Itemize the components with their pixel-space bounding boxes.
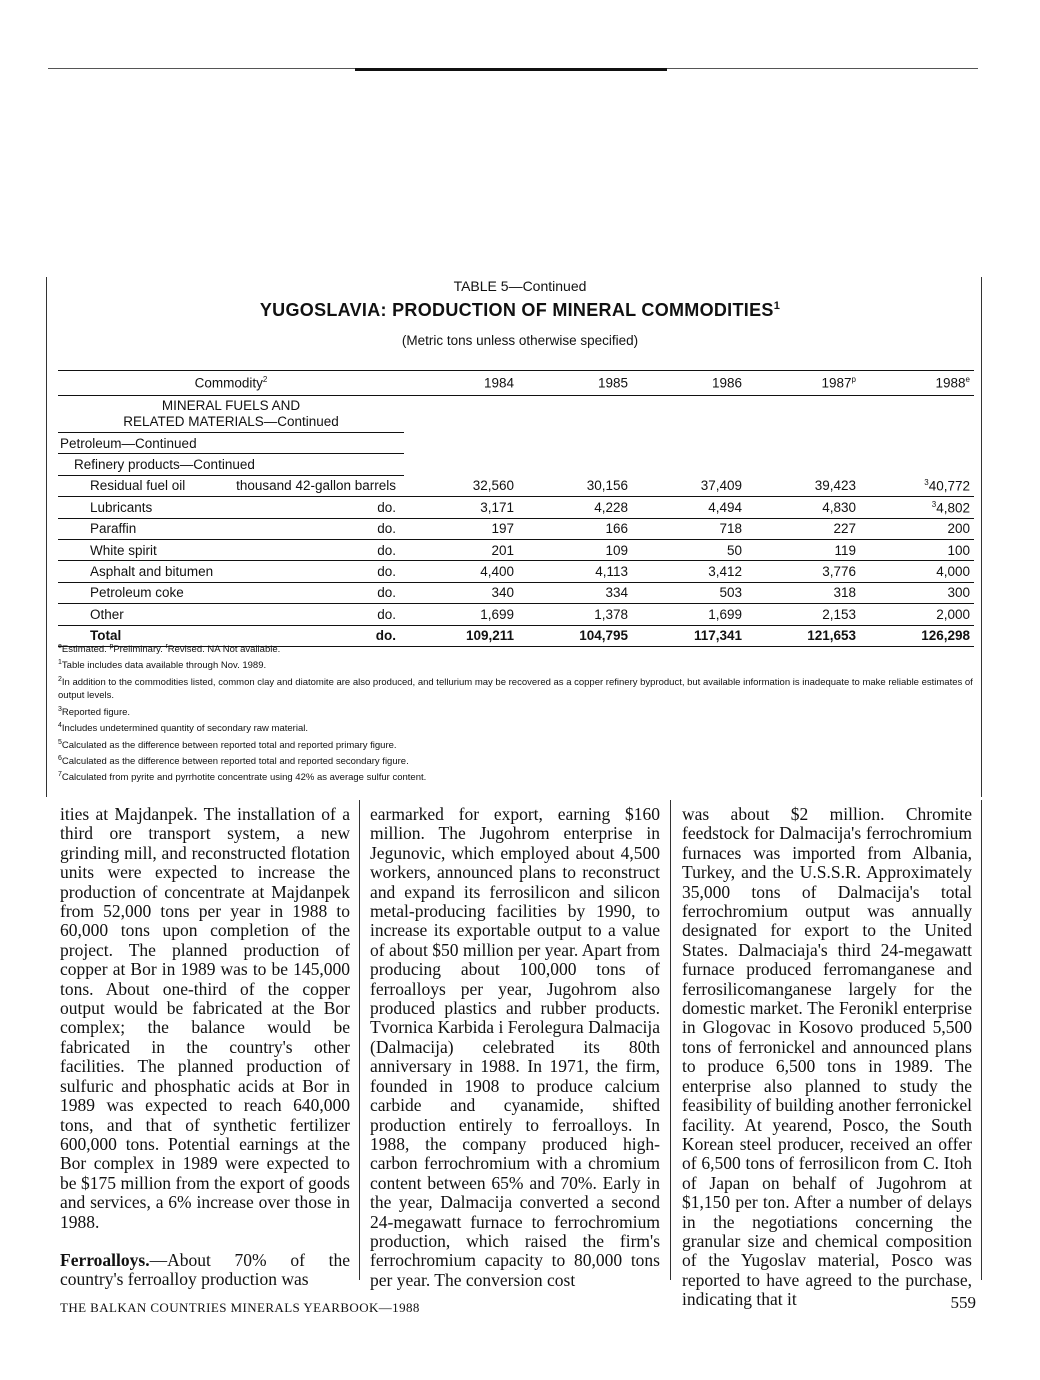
commodity-name: Total	[90, 628, 122, 644]
table-row	[58, 604, 974, 625]
value-cell: 104,795	[518, 625, 632, 646]
header-commodity: Commodity$^2$	[58, 371, 404, 396]
body-column-1	[60, 805, 350, 1290]
value-cell: 227	[746, 518, 860, 539]
value-cell: 37,409	[632, 475, 746, 496]
commodity-cell	[58, 497, 404, 518]
footnote: $^7$Calculated from pyrite and pyrrhotite concentrate using 42% as average sulfur content.	[58, 771, 427, 784]
table-subtitle: (Metric tons unless otherwise specified)	[401, 333, 639, 348]
table-header-row	[58, 371, 974, 396]
unit-label: do.	[377, 585, 396, 601]
commodity-name: Paraffin	[90, 521, 137, 537]
commodity-cell	[58, 561, 404, 582]
value-cell: 39,423	[746, 475, 860, 496]
section-heading: MINERAL FUELS AND RELATED MATERIALS—Continued	[58, 396, 404, 433]
unit-label: do.	[377, 606, 396, 622]
body-paragraph: ities at Majdanpek. The installation of a third ore transport system, a new grinding mill, and reconstructed flotation units were expected to increase the production of concentrate at Majdanpek from 52,000 tons per year in 1988 to 60,000 tons upon completion of the project. The planned production of copper at Bor in 1989 was to be 145,000 tons. About one-third of the copper output would be fabricated at the Bor complex; the balance would be fabricated in the country's other facilities. The planned production of sulfuric and phosphatic acids at Bor in 1989 was expected to reach 640,000 tons, and that of synthetic fertilizer 600,000 tons. Potential earnings at the Bor complex in 1989 were expected to be $175 million from the export of goods and services, a 6% increase over those in 1988.	[60, 804, 350, 1232]
commodity-cell	[58, 518, 404, 539]
unit-label: do.	[377, 499, 396, 515]
value-cell: 50	[632, 539, 746, 560]
body-column-3	[682, 805, 972, 1310]
footnote: $^2$In addition to the commodities listed, common clay and diatomite are also produced, and tellurium may be recovered as a copper refinery byproduct, but available information is inadequate to make reliable estimates of output levels.	[58, 675, 973, 702]
unit-label: thousand 42-gallon barrels	[236, 478, 396, 494]
value-cell: 126,298	[860, 625, 974, 646]
value-cell: 121,653	[746, 625, 860, 646]
value-cell: 340	[404, 582, 518, 603]
value-cell: 119	[746, 539, 860, 560]
subsubsection-heading: Refinery products—Continued	[58, 454, 404, 475]
table-row	[58, 539, 974, 560]
unit-label: do.	[377, 542, 396, 558]
commodity-cell	[58, 539, 404, 560]
unit-label: do.	[375, 628, 396, 644]
value-cell: 300	[860, 582, 974, 603]
body-column-2	[370, 805, 660, 1290]
value-cell: 166	[518, 518, 632, 539]
run-in-heading: Ferroalloys.	[60, 1249, 150, 1270]
commodity-name: Petroleum coke	[90, 585, 184, 601]
value-cell: 32,560	[404, 475, 518, 496]
column-rule	[670, 800, 671, 1280]
commodity-cell	[58, 604, 404, 625]
header-year: 1988e	[860, 371, 974, 396]
commodity-cell	[58, 475, 404, 496]
footnote: $^3$Reported figure.	[58, 705, 131, 718]
table-frame-left	[46, 277, 47, 797]
value-cell: 3,776	[746, 561, 860, 582]
top-rule-thick	[355, 68, 667, 71]
subsection-row	[58, 433, 974, 454]
subsection-heading: Petroleum—Continued	[58, 433, 404, 454]
header-year: 1984	[404, 371, 518, 396]
table-label: TABLE 5—Continued	[453, 278, 587, 294]
value-cell: 1,699	[404, 604, 518, 625]
table-row	[58, 497, 974, 518]
table-frame-right	[981, 277, 982, 797]
table-row	[58, 475, 974, 496]
value-cell: 718	[632, 518, 746, 539]
unit-label: do.	[377, 521, 396, 537]
table-row	[58, 582, 974, 603]
table-title: YUGOSLAVIA: PRODUCTION OF MINERAL COMMODITIES$^1$	[259, 300, 781, 320]
footnote: $^4$Includes undetermined quantity of secondary raw material.	[58, 722, 308, 735]
table-row	[58, 518, 974, 539]
body-paragraph: Ferroalloys.—About 70% of the country's ferroalloy production was	[60, 1249, 350, 1290]
value-cell: 334	[518, 582, 632, 603]
footnote: $^6$Calculated as the difference between reported total and reported secondary figure.	[58, 755, 409, 768]
value-cell: 4,000	[860, 561, 974, 582]
value-cell: $^3$40,772	[860, 475, 974, 496]
value-cell: 318	[746, 582, 860, 603]
value-cell: 200	[860, 518, 974, 539]
value-cell: 117,341	[632, 625, 746, 646]
value-cell: 3,412	[632, 561, 746, 582]
running-footer: THE BALKAN COUNTRIES MINERALS YEARBOOK—1988	[60, 1300, 420, 1315]
value-cell: 109,211	[404, 625, 518, 646]
commodity-name: Residual fuel oil	[90, 478, 186, 494]
header-year: 1987$^p$	[746, 371, 860, 396]
value-cell: 4,494	[632, 497, 746, 518]
footnote: $^5$Calculated as the difference between reported total and reported primary figure.	[58, 738, 397, 751]
commodity-name: Asphalt and bitumen	[90, 564, 214, 580]
value-cell: 2,000	[860, 604, 974, 625]
header-year: 1986	[632, 371, 746, 396]
value-cell: 100	[860, 539, 974, 560]
value-cell: 2,153	[746, 604, 860, 625]
commodity-name: Lubricants	[90, 499, 153, 515]
value-cell: 503	[632, 582, 746, 603]
value-cell: 1,378	[518, 604, 632, 625]
notes-legend: $^e$Estimated. $^p$Preliminary. $^r$Revised. NA Not available.	[58, 643, 281, 656]
value-cell: 4,830	[746, 497, 860, 518]
unit-label: do.	[377, 564, 396, 580]
section-heading-row	[58, 396, 974, 433]
footnote: $^1$Table includes data available through Nov. 1989.	[58, 659, 267, 672]
value-cell: $^3$4,802	[860, 497, 974, 518]
subsubsection-row	[58, 454, 974, 475]
table-row	[58, 561, 974, 582]
value-cell: 4,400	[404, 561, 518, 582]
column-rule	[981, 800, 982, 1280]
value-cell: 197	[404, 518, 518, 539]
title-footnote-mark: 1	[773, 300, 781, 312]
body-paragraph: earmarked for export, earning $160 million. The Jugohrom enterprise in Jegunovic, which employed about 4,500 workers, announced plans to reconstruct and expand its ferrosilicon and silicon metal-producing facilities by 1990, to increase its exportable output to a value of about $50 million per year. Apart from producing about 100,000 tons of ferroalloys per year, Jugohrom also produced plastics and rubber products. Tvornica Karbida i Ferolegura Dalmacija (Dalmacija) celebrated its 80th anniversary in 1988. In 1971, the firm, founded in 1908 to produce calcium carbide and cyanamide, shifted production entirely to ferroalloys. In 1988, the company produced high-carbon ferrochromium with a chromium content between 65% and 70%. Early in the year, Dalmacija converted a second 24-megawatt furnace to ferrochromium production, which raised the firm's ferrochromium capacity to 80,000 tons per year. The conversion cost	[370, 804, 660, 1290]
column-rule	[359, 800, 360, 1280]
table-notes	[58, 640, 974, 785]
value-footnote-mark: 3	[931, 499, 937, 509]
commodity-cell	[58, 582, 404, 603]
body-paragraph: was about $2 million. Chromite feedstock for Dalmacija's ferrochromium furnaces was imported from Albania, Turkey, and the U.S.S.R. Approximately 35,000 tons of Dalmacija's total ferrochromium output was annually designated for export to the United States. Dalmaciaja's third 24-megawatt furnace produced ferromanganese and ferrosilicomanganese largely for the domestic market. The Feronikl enterprise in Glogovac in Kosovo produced 5,500 tons of ferronickel and announced plans to produce 6,500 tons in 1989. The enterprise also planned to study the feasibility of building another ferronickel facility. At yearend, Posco, the South Korean steel producer, received an offer of 6,500 tons of ferrosilicon from C. Itoh of Japan on behalf of Jugohrom at $1,150 per ton. After a number of delays in the negotiations concerning the granular size and chemical composition of the Yugoslav material, Posco was reported to have agreed to the purchase, indicating that it	[682, 804, 972, 1310]
value-footnote-mark: 3	[924, 477, 929, 487]
value-cell: 109	[518, 539, 632, 560]
value-cell: 3,171	[404, 497, 518, 518]
commodity-name: White spirit	[90, 542, 157, 558]
value-cell: 4,228	[518, 497, 632, 518]
value-cell: 1,699	[632, 604, 746, 625]
value-cell: 4,113	[518, 561, 632, 582]
page-number: 559	[950, 1293, 976, 1312]
commodity-name: Other	[90, 606, 124, 622]
header-year: 1985	[518, 371, 632, 396]
value-cell: 201	[404, 539, 518, 560]
value-cell: 30,156	[518, 475, 632, 496]
production-table	[58, 370, 974, 647]
